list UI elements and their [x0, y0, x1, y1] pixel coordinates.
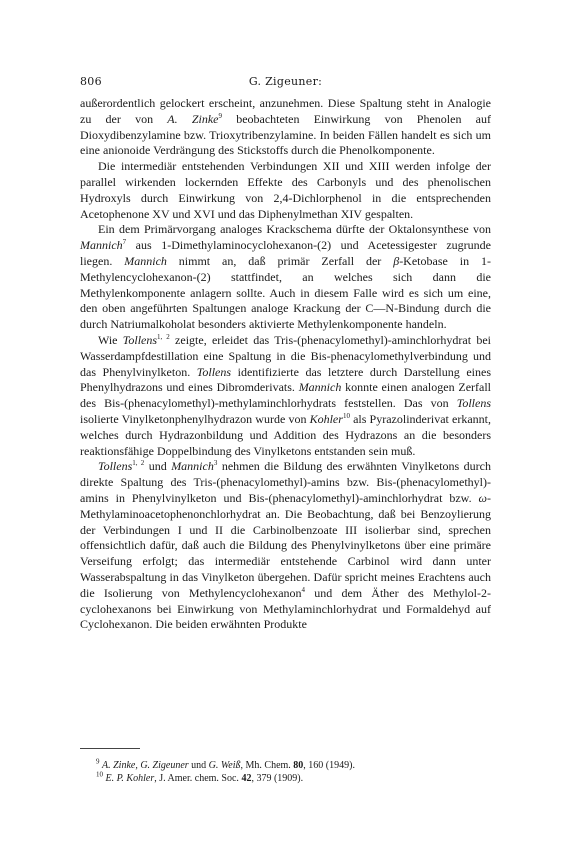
- footnote-divider: [80, 748, 140, 749]
- footnote-9: $^9$ A. Zinke, G. Zigeuner und G. Weiß, Mh. Chem. 80, 160 (1949).: [96, 757, 355, 771]
- running-title: G. Zigeuner:: [248, 75, 323, 88]
- paragraph-krackschema: Ein dem Primärvorgang analoges Krackschema dürfte der Oktalonsynthese von Mannich$^7$ aus 1-Dimethylaminocyclohexanon-(2) und Acetessigester zugrunde liegen. Mannich nimmt an, daß primär Zerfall der β-Ketobase in 1-Methylencyclohexanon-(2) stattfindet, an welches sich dann die Methylenkomponente anlagern sollte. Auch in diesem Falle wird es sich um eine, den oben angeführten Spaltungen analoge Krackung der C—N-Bindung durch die durch Natriumalkoholat besonders aktivierte Methylenkomponente handeln.: [80, 222, 491, 332]
- page-number: 806: [80, 75, 102, 88]
- paragraph-continuation: außerordentlich gelockert erscheint, anzunehmen. Diese Spaltung steht in Analogie zu der von A. Zinke$^9$ beobachteten Einwirkung von Phenolen auf Dioxydibenzylamine bzw. Trioxytribenzylamine. In beiden Fällen handelt es sich um eine anionoide Verdrängung des Stickstoffs durch die Phenolkomponente.: [80, 96, 491, 158]
- paragraph-intermediates: Die intermediär entstehenden Verbindungen XII und XIII werden infolge der parallel wirkenden lockernden Effekte des Carbonyls und des phenolischen Hydroxyls durch Einwirkung von 2,4-Dichlorphenol in die entsprechenden Acetophenone XV und XVI und das Diphenylmethan XIV gespalten.: [80, 159, 491, 221]
- page-header: [80, 75, 491, 89]
- footnote-10: $^{10}$ E. P. Kohler, J. Amer. chem. Soc. 42, 379 (1909).: [96, 770, 304, 784]
- paragraph-vinylketon: Tollens$^{1, 2}$ und Mannich$^3$ nehmen die Bildung des erwähnten Vinylketons durch direkte Spaltung des Tris-(phenacylomethyl)-amins bzw. Bis-(phenacylomethyl)-amins in Phenylvinylketon und Bis-(phenacylomethyl)-aminchlorhydrat bzw. ω-Methylaminoacetophenonchlorhydrat an. Die Beobachtung, daß bei Benzoylierung der Verbindungen I und II die Carbinolbenzoate III isolierbar sind, sprechen offensichtlich dafür, daß auch die Bildung des Phenylvinylketons über eine primäre Verseifung erfolgt; das intermediär entstehende Carbinol wird dann unter Wasserabspaltung in das Vinylketon übergehen. Dafür spricht meines Erachtens auch die Isolierung von Methylencyclohexanon$^4$ und dem Äther des Methylol-2-cyclohexanons bei Einwirkung von Methylaminchlorhydrat und Formaldehyd auf Cyclohexanon. Die beiden erwähnten Produkte: [80, 459, 492, 632]
- paragraph-tollens: Wie Tollens$^{1, 2}$ zeigte, erleidet das Tris-(phenacylomethyl)-aminchlorhydrat bei Wasserdampfdestillation eine Spaltung in die Bis-phenacylomethylverbindung und das Phenylvinylketon. Tollens identifizierte das letztere durch Darstellung eines Phenylhydrazons und eines Dibromderivats. Mannich konnte einen analogen Zerfall des Bis-(phenacylomethyl)-methylaminchlorhydrats feststellen. Das von Tollens isolierte Vinylketonphenylhydrazon wurde von Kohler$^{10}$ als Pyrazolinderivat erkannt, welches durch Hydrazonbildung und Addition des Hydrazons an die besonders reaktionsfähige Doppelbindung des Vinylketons entstanden sein muß.: [80, 332, 492, 458]
- footnotes: [80, 759, 491, 785]
- body-text: [80, 96, 491, 633]
